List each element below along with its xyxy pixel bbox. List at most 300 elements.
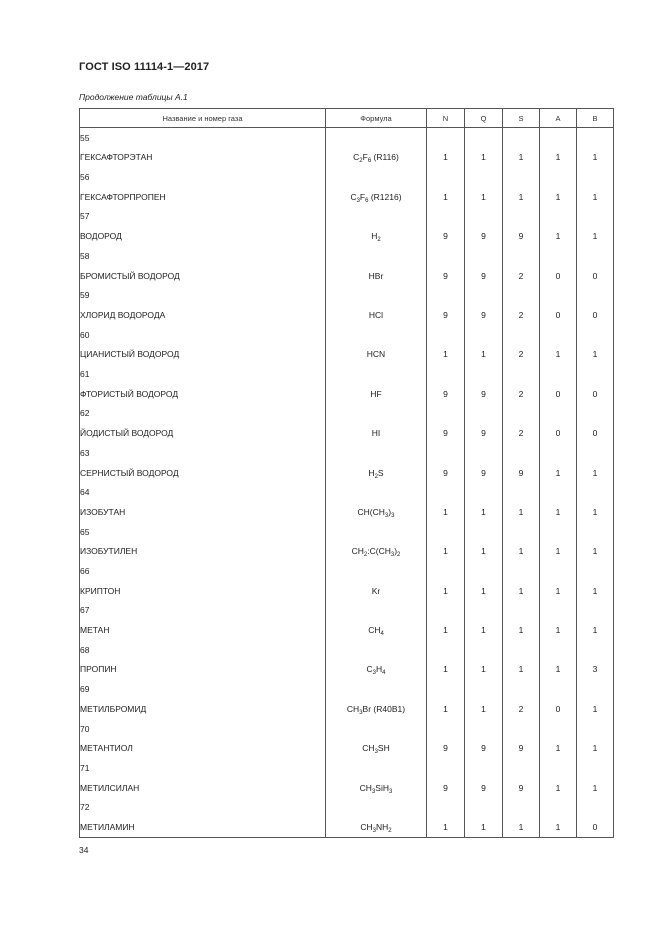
gas-number-row <box>80 640 614 659</box>
gas-formula: Kr <box>326 581 427 601</box>
gas-number: 61 <box>80 364 326 383</box>
empty-cell <box>427 364 465 383</box>
value-n: 1 <box>427 541 465 561</box>
value-n: 1 <box>427 659 465 679</box>
empty-cell <box>326 758 427 777</box>
gas-number: 56 <box>80 167 326 186</box>
empty-cell <box>577 798 614 817</box>
gas-number-row <box>80 286 614 305</box>
empty-cell <box>427 522 465 541</box>
empty-cell <box>503 246 540 265</box>
gas-number-row <box>80 404 614 423</box>
gas-formula: HCl <box>326 305 427 325</box>
value-n: 1 <box>427 620 465 640</box>
gas-number-row <box>80 207 614 226</box>
empty-cell <box>577 207 614 226</box>
gas-number: 60 <box>80 325 326 344</box>
gas-formula: $CH_3SH$ <box>326 738 427 758</box>
table-row <box>80 699 614 719</box>
value-a: 1 <box>540 541 577 561</box>
empty-cell <box>577 601 614 620</box>
empty-cell <box>465 679 503 698</box>
value-q: 9 <box>465 384 503 404</box>
value-b: 1 <box>577 344 614 364</box>
table-row <box>80 541 614 561</box>
value-n: 9 <box>427 778 465 798</box>
empty-cell <box>427 404 465 423</box>
empty-cell <box>427 286 465 305</box>
empty-cell <box>503 561 540 580</box>
gas-number-row <box>80 364 614 383</box>
table-row <box>80 502 614 522</box>
value-b: 1 <box>577 187 614 207</box>
empty-cell <box>503 128 540 148</box>
table-row <box>80 620 614 640</box>
empty-cell <box>503 522 540 541</box>
gas-number-row <box>80 128 614 148</box>
gas-formula: $CH_3NH_2$ <box>326 817 427 838</box>
empty-cell <box>427 167 465 186</box>
empty-cell <box>465 798 503 817</box>
value-s: 1 <box>503 187 540 207</box>
value-q: 1 <box>465 581 503 601</box>
empty-cell <box>326 286 427 305</box>
empty-cell <box>326 561 427 580</box>
value-n: 1 <box>427 187 465 207</box>
empty-cell <box>326 364 427 383</box>
value-a: 1 <box>540 147 577 167</box>
gas-name: ПРОПИН <box>80 659 326 679</box>
empty-cell <box>427 246 465 265</box>
value-b: 1 <box>577 226 614 246</box>
gas-formula: $CH(CH_3)_3$ <box>326 502 427 522</box>
empty-cell <box>326 798 427 817</box>
empty-cell <box>326 128 427 148</box>
empty-cell <box>577 167 614 186</box>
empty-cell <box>540 483 577 502</box>
empty-cell <box>577 522 614 541</box>
table-row <box>80 659 614 679</box>
table-row <box>80 463 614 483</box>
value-s: 1 <box>503 581 540 601</box>
value-s: 9 <box>503 226 540 246</box>
gas-number-row <box>80 167 614 186</box>
table-row <box>80 344 614 364</box>
empty-cell <box>465 640 503 659</box>
value-n: 9 <box>427 738 465 758</box>
value-q: 1 <box>465 620 503 640</box>
empty-cell <box>540 640 577 659</box>
table-caption: Продолжение таблицы А.1 <box>79 92 188 102</box>
value-q: 1 <box>465 147 503 167</box>
empty-cell <box>577 404 614 423</box>
empty-cell <box>326 601 427 620</box>
gas-number-row <box>80 325 614 344</box>
value-n: 1 <box>427 581 465 601</box>
table-row <box>80 581 614 601</box>
value-n: 9 <box>427 266 465 286</box>
gas-number: 65 <box>80 522 326 541</box>
empty-cell <box>540 679 577 698</box>
gas-formula: $H_2$ <box>326 226 427 246</box>
gas-formula: $CH_3Br$ (R40B1) <box>326 699 427 719</box>
gas-name: СЕРНИСТЫЙ ВОДОРОД <box>80 463 326 483</box>
gas-number: 69 <box>80 679 326 698</box>
table-row <box>80 147 614 167</box>
page-number: 34 <box>79 845 89 855</box>
gas-formula: $C_3F_6$ (R1216) <box>326 187 427 207</box>
empty-cell <box>427 128 465 148</box>
empty-cell <box>540 364 577 383</box>
value-a: 1 <box>540 620 577 640</box>
value-s: 1 <box>503 620 540 640</box>
value-q: 1 <box>465 344 503 364</box>
empty-cell <box>326 640 427 659</box>
value-n: 1 <box>427 344 465 364</box>
gas-name: МЕТИЛБРОМИД <box>80 699 326 719</box>
empty-cell <box>427 640 465 659</box>
gas-name: МЕТИЛАМИН <box>80 817 326 838</box>
empty-cell <box>503 443 540 462</box>
document-title: ГОСТ ISO 11114-1—2017 <box>79 61 210 73</box>
gas-number: 68 <box>80 640 326 659</box>
empty-cell <box>427 325 465 344</box>
column-header-q: Q <box>465 109 503 128</box>
column-header-n: N <box>427 109 465 128</box>
empty-cell <box>326 246 427 265</box>
empty-cell <box>326 719 427 738</box>
empty-cell <box>465 325 503 344</box>
empty-cell <box>427 443 465 462</box>
empty-cell <box>427 561 465 580</box>
value-s: 1 <box>503 502 540 522</box>
value-b: 1 <box>577 502 614 522</box>
table-row <box>80 187 614 207</box>
gas-name: МЕТИЛСИЛАН <box>80 778 326 798</box>
gas-number: 67 <box>80 601 326 620</box>
value-q: 9 <box>465 266 503 286</box>
empty-cell <box>540 246 577 265</box>
value-q: 1 <box>465 699 503 719</box>
gas-number-row <box>80 483 614 502</box>
empty-cell <box>326 325 427 344</box>
value-s: 2 <box>503 266 540 286</box>
gas-number-row <box>80 561 614 580</box>
value-b: 1 <box>577 778 614 798</box>
value-n: 1 <box>427 147 465 167</box>
gas-name: ВОДОРОД <box>80 226 326 246</box>
value-s: 9 <box>503 463 540 483</box>
gas-number-row <box>80 601 614 620</box>
gas-table <box>79 108 614 838</box>
table-header-row <box>80 109 614 128</box>
empty-cell <box>465 364 503 383</box>
gas-formula: HI <box>326 423 427 443</box>
value-b: 0 <box>577 305 614 325</box>
empty-cell <box>577 325 614 344</box>
value-s: 1 <box>503 817 540 838</box>
table-row <box>80 226 614 246</box>
empty-cell <box>465 167 503 186</box>
column-header-a: A <box>540 109 577 128</box>
value-s: 1 <box>503 147 540 167</box>
table-row <box>80 305 614 325</box>
gas-name: КРИПТОН <box>80 581 326 601</box>
empty-cell <box>503 798 540 817</box>
empty-cell <box>540 798 577 817</box>
gas-number-row <box>80 679 614 698</box>
value-q: 1 <box>465 187 503 207</box>
value-q: 1 <box>465 817 503 838</box>
gas-name: ГЕКСАФТОРЭТАН <box>80 147 326 167</box>
value-a: 1 <box>540 344 577 364</box>
value-q: 1 <box>465 541 503 561</box>
value-s: 2 <box>503 423 540 443</box>
value-n: 1 <box>427 502 465 522</box>
column-header-name: Название и номер газа <box>80 109 326 128</box>
gas-number: 72 <box>80 798 326 817</box>
empty-cell <box>465 758 503 777</box>
gas-name: ХЛОРИД ВОДОРОДА <box>80 305 326 325</box>
empty-cell <box>577 364 614 383</box>
empty-cell <box>326 443 427 462</box>
gas-formula: $H_2S$ <box>326 463 427 483</box>
value-b: 0 <box>577 266 614 286</box>
value-a: 1 <box>540 187 577 207</box>
empty-cell <box>503 758 540 777</box>
value-n: 1 <box>427 699 465 719</box>
empty-cell <box>465 443 503 462</box>
gas-number: 55 <box>80 128 326 148</box>
value-b: 0 <box>577 423 614 443</box>
gas-name: МЕТАН <box>80 620 326 640</box>
gas-name: ФТОРИСТЫЙ ВОДОРОД <box>80 384 326 404</box>
gas-number: 63 <box>80 443 326 462</box>
empty-cell <box>427 679 465 698</box>
value-b: 0 <box>577 817 614 838</box>
table-row <box>80 817 614 838</box>
gas-number: 71 <box>80 758 326 777</box>
value-s: 1 <box>503 659 540 679</box>
gas-number: 70 <box>80 719 326 738</box>
gas-number-row <box>80 758 614 777</box>
gas-name: ЦИАНИСТЫЙ ВОДОРОД <box>80 344 326 364</box>
empty-cell <box>465 522 503 541</box>
empty-cell <box>577 483 614 502</box>
value-a: 1 <box>540 738 577 758</box>
value-a: 1 <box>540 778 577 798</box>
empty-cell <box>503 325 540 344</box>
value-a: 0 <box>540 266 577 286</box>
value-n: 9 <box>427 463 465 483</box>
empty-cell <box>540 325 577 344</box>
value-s: 9 <box>503 778 540 798</box>
gas-number: 66 <box>80 561 326 580</box>
value-q: 9 <box>465 423 503 443</box>
value-q: 9 <box>465 305 503 325</box>
empty-cell <box>465 207 503 226</box>
value-b: 1 <box>577 463 614 483</box>
gas-name: БРОМИСТЫЙ ВОДОРОД <box>80 266 326 286</box>
gas-formula: $C_3H_4$ <box>326 659 427 679</box>
empty-cell <box>465 719 503 738</box>
empty-cell <box>577 758 614 777</box>
empty-cell <box>540 207 577 226</box>
value-n: 1 <box>427 817 465 838</box>
empty-cell <box>503 404 540 423</box>
empty-cell <box>326 404 427 423</box>
empty-cell <box>503 167 540 186</box>
empty-cell <box>577 561 614 580</box>
gas-number-row <box>80 522 614 541</box>
value-q: 1 <box>465 659 503 679</box>
value-b: 0 <box>577 384 614 404</box>
value-q: 1 <box>465 502 503 522</box>
value-n: 9 <box>427 305 465 325</box>
empty-cell <box>503 286 540 305</box>
empty-cell <box>577 286 614 305</box>
value-s: 2 <box>503 305 540 325</box>
value-a: 1 <box>540 659 577 679</box>
empty-cell <box>503 483 540 502</box>
empty-cell <box>577 443 614 462</box>
gas-number-row <box>80 719 614 738</box>
empty-cell <box>465 246 503 265</box>
value-a: 1 <box>540 502 577 522</box>
value-b: 1 <box>577 541 614 561</box>
value-s: 1 <box>503 541 540 561</box>
empty-cell <box>503 601 540 620</box>
column-header-s: S <box>503 109 540 128</box>
empty-cell <box>540 758 577 777</box>
empty-cell <box>503 679 540 698</box>
empty-cell <box>503 207 540 226</box>
gas-number-row <box>80 798 614 817</box>
gas-number: 58 <box>80 246 326 265</box>
empty-cell <box>326 207 427 226</box>
empty-cell <box>465 286 503 305</box>
empty-cell <box>577 246 614 265</box>
gas-number-row <box>80 443 614 462</box>
table-row <box>80 266 614 286</box>
value-n: 9 <box>427 384 465 404</box>
empty-cell <box>577 719 614 738</box>
empty-cell <box>503 719 540 738</box>
value-a: 0 <box>540 384 577 404</box>
value-a: 1 <box>540 817 577 838</box>
empty-cell <box>427 798 465 817</box>
value-b: 3 <box>577 659 614 679</box>
gas-number: 57 <box>80 207 326 226</box>
table-row <box>80 384 614 404</box>
value-s: 2 <box>503 699 540 719</box>
empty-cell <box>427 719 465 738</box>
empty-cell <box>540 404 577 423</box>
empty-cell <box>326 679 427 698</box>
value-a: 1 <box>540 463 577 483</box>
empty-cell <box>540 167 577 186</box>
value-b: 1 <box>577 620 614 640</box>
table-row <box>80 778 614 798</box>
empty-cell <box>540 601 577 620</box>
gas-name: МЕТАНТИОЛ <box>80 738 326 758</box>
gas-name: ИЗОБУТИЛЕН <box>80 541 326 561</box>
table-row <box>80 423 614 443</box>
value-a: 0 <box>540 423 577 443</box>
gas-formula: HCN <box>326 344 427 364</box>
value-a: 1 <box>540 226 577 246</box>
gas-number: 59 <box>80 286 326 305</box>
empty-cell <box>427 483 465 502</box>
value-q: 9 <box>465 463 503 483</box>
column-header-b: B <box>577 109 614 128</box>
empty-cell <box>540 522 577 541</box>
empty-cell <box>326 167 427 186</box>
empty-cell <box>427 758 465 777</box>
value-q: 9 <box>465 226 503 246</box>
value-a: 1 <box>540 581 577 601</box>
gas-formula: HF <box>326 384 427 404</box>
empty-cell <box>540 443 577 462</box>
gas-formula: $CH_2:C(CH_3)_2$ <box>326 541 427 561</box>
value-s: 9 <box>503 738 540 758</box>
value-a: 0 <box>540 305 577 325</box>
gas-name: ГЕКСАФТОРПРОПЕН <box>80 187 326 207</box>
empty-cell <box>326 522 427 541</box>
gas-number: 64 <box>80 483 326 502</box>
value-n: 9 <box>427 423 465 443</box>
value-s: 2 <box>503 344 540 364</box>
empty-cell <box>503 364 540 383</box>
empty-cell <box>465 561 503 580</box>
value-a: 0 <box>540 699 577 719</box>
gas-name: ИЗОБУТАН <box>80 502 326 522</box>
empty-cell <box>465 404 503 423</box>
gas-formula: $CH_3SiH_3$ <box>326 778 427 798</box>
empty-cell <box>540 128 577 148</box>
value-q: 9 <box>465 738 503 758</box>
gas-formula: HBr <box>326 266 427 286</box>
value-s: 2 <box>503 384 540 404</box>
value-n: 9 <box>427 226 465 246</box>
table-body <box>80 128 614 838</box>
empty-cell <box>465 128 503 148</box>
empty-cell <box>465 601 503 620</box>
empty-cell <box>540 561 577 580</box>
column-header-formula: Формула <box>326 109 427 128</box>
empty-cell <box>427 601 465 620</box>
empty-cell <box>540 719 577 738</box>
empty-cell <box>577 640 614 659</box>
empty-cell <box>540 286 577 305</box>
gas-formula: $C_2F_6$ (R116) <box>326 147 427 167</box>
empty-cell <box>465 483 503 502</box>
gas-name: ЙОДИСТЫЙ ВОДОРОД <box>80 423 326 443</box>
table-row <box>80 738 614 758</box>
gas-number-row <box>80 246 614 265</box>
gas-number: 62 <box>80 404 326 423</box>
empty-cell <box>427 207 465 226</box>
value-b: 1 <box>577 738 614 758</box>
value-q: 9 <box>465 778 503 798</box>
value-b: 1 <box>577 581 614 601</box>
value-b: 1 <box>577 699 614 719</box>
value-b: 1 <box>577 147 614 167</box>
empty-cell <box>577 679 614 698</box>
gas-formula: $CH_4$ <box>326 620 427 640</box>
empty-cell <box>326 483 427 502</box>
empty-cell <box>503 640 540 659</box>
